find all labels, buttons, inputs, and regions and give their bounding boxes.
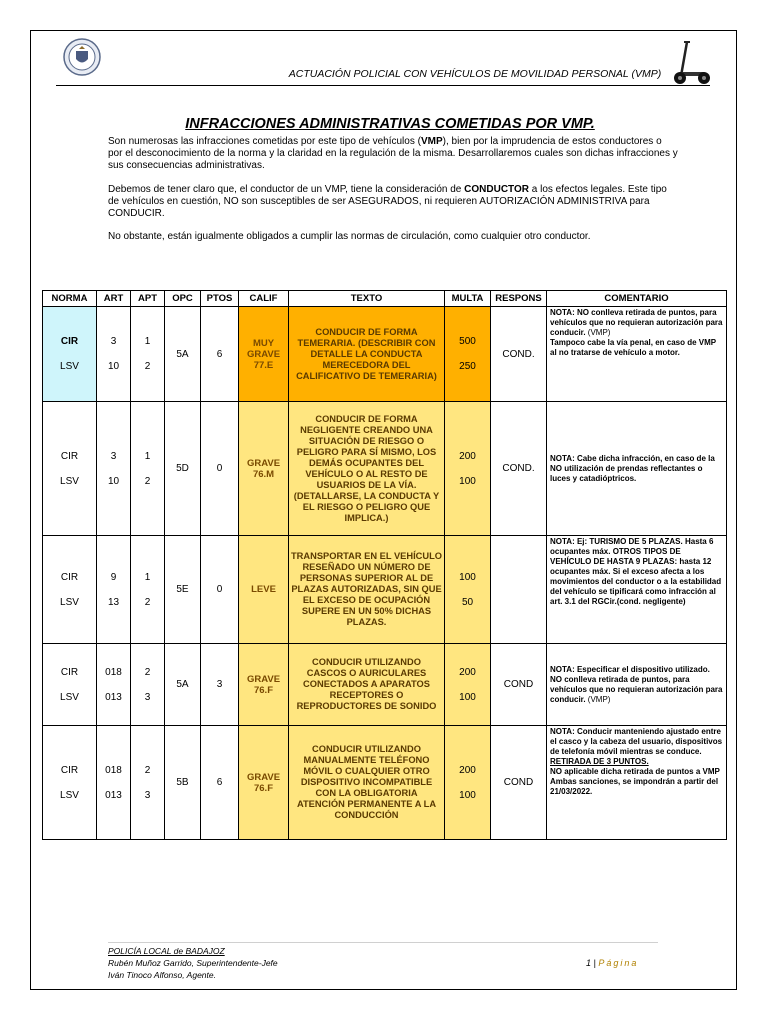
intro-paragraph-3: No obstante, están igualmente obligados a cumplir las normas de circulación, como cualquier otro conductor. (108, 231, 591, 243)
table-row (43, 644, 727, 726)
multa-cell: 200 100 (445, 402, 491, 536)
footer-divider (108, 942, 658, 943)
apt-cell: 2 3 (131, 726, 165, 840)
comentario-cell: NOTA: Cabe dicha infracción, en caso de la NO utilización de prendas reflectantes o luces y catadióptricos. (547, 402, 727, 536)
comentario-cell: NOTA: NO conlleva retirada de puntos, para vehículos que no requieran autorización para conducir. (VMP) Tampoco cabe la vía penal, en caso de VMP al no tratarse de vehículo a motor. (547, 307, 727, 402)
header-multa: MULTA (445, 291, 491, 307)
ptos-cell: 0 (201, 536, 239, 644)
header-art: ART (97, 291, 131, 307)
art-cell: 3 10 (97, 307, 131, 402)
texto-cell: CONDUCIR DE FORMA TEMERARIA. (DESCRIBIR CON DETALLE LA CONDUCTA MERECEDORA DEL CALIFICATIVO DE TEMERARIA) (289, 307, 445, 402)
art-cell: 018 013 (97, 644, 131, 726)
footer-author-2: Iván Tinoco Alfonso, Agente. (108, 970, 216, 980)
calif-cell: GRAVE 76.F (239, 726, 289, 840)
art-cell: 9 13 (97, 536, 131, 644)
ptos-cell: 3 (201, 644, 239, 726)
header-opc: OPC (165, 291, 201, 307)
opc-cell: 5D (165, 402, 201, 536)
norma-cell: CIR LSV (43, 726, 97, 840)
police-seal-icon (62, 37, 102, 77)
header-title: ACTUACIÓN POLICIAL CON VEHÍCULOS DE MOVILIDAD PERSONAL (VMP) (288, 68, 662, 80)
apt-cell: 1 2 (131, 307, 165, 402)
texto-cell: TRANSPORTAR EN EL VEHÍCULO RESEÑADO UN NÚMERO DE PERSONAS SUPERIOR AL DE PLAZAS AUTORIZADAS, SIN QUE EL EXCESO DE OCUPACIÓN SUPERE EN UN 50% DICHAS PLAZAS. (289, 536, 445, 644)
multa-cell: 100 50 (445, 536, 491, 644)
header-divider (56, 85, 710, 86)
document-title: INFRACCIONES ADMINISTRATIVAS COMETIDAS POR VMP. (185, 116, 595, 132)
calif-cell: LEVE (239, 536, 289, 644)
header-texto: TEXTO (289, 291, 445, 307)
header-comentario: COMENTARIO (547, 291, 727, 307)
norma-cell: CIR LSV (43, 307, 97, 402)
opc-cell: 5A (165, 644, 201, 726)
art-cell: 018 013 (97, 726, 131, 840)
norma-cell: CIR LSV (43, 536, 97, 644)
ptos-cell: 6 (201, 307, 239, 402)
calif-cell: MUY GRAVE 77.E (239, 307, 289, 402)
texto-cell: CONDUCIR UTILIZANDO CASCOS O AURICULARES CONECTADOS A APARATOS RECEPTORES O REPRODUCTORES DE SONIDO (289, 644, 445, 726)
scooter-icon (670, 38, 712, 86)
apt-cell: 1 2 (131, 536, 165, 644)
header-respons: RESPONS (491, 291, 547, 307)
header-calif: CALIF (239, 291, 289, 307)
ptos-cell: 0 (201, 402, 239, 536)
ptos-cell: 6 (201, 726, 239, 840)
respons-cell: COND. (491, 307, 547, 402)
table-row (43, 536, 727, 644)
header-ptos: PTOS (201, 291, 239, 307)
header-apt: APT (131, 291, 165, 307)
infractions-table (42, 290, 727, 840)
apt-cell: 1 2 (131, 402, 165, 536)
footer-author-1: Rubén Muñoz Garrido, Superintendente-Jefe (108, 958, 278, 968)
table-header-row (43, 291, 727, 307)
intro-paragraph-1: Son numerosas las infracciones cometidas por este tipo de vehículos (VMP), bien por la imprudencia de estos conductores o por el desconocimiento de la norma y la claridad en la regulación de la misma. Desarrollaremos cuales son dichas infracciones y sus consecuencias administrativas. (108, 136, 678, 172)
respons-cell: COND (491, 644, 547, 726)
comentario-cell: NOTA: Conducir manteniendo ajustado entre el casco y la cabeza del usuario, dispositivos de telefonía móvil mientras se conduce. RETIRADA DE 3 PUNTOS. NO aplicable dicha retirada de puntos a VMP Ambas sanciones, se impondrán a partir del 21/03/2022. (547, 726, 727, 840)
multa-cell: 200 100 (445, 726, 491, 840)
table-row (43, 726, 727, 840)
texto-cell: CONDUCIR DE FORMA NEGLIGENTE CREANDO UNA SITUACIÓN DE RIESGO O PELIGRO PARA SÍ MISMO, LOS DEMÁS OCUPANTES DEL VEHÍCULO O AL RESTO DE USUARIOS DE LA VÍA. (DETALLARSE, LA CONDUCTA Y EL RIESGO O PELIGRO QUE IMPLICA.) (289, 402, 445, 536)
opc-cell: 5E (165, 536, 201, 644)
art-cell: 3 10 (97, 402, 131, 536)
table-row (43, 307, 727, 402)
header-norma: NORMA (43, 291, 97, 307)
footer-organization: POLICÍA LOCAL de BADAJOZ (108, 946, 225, 956)
multa-cell: 200 100 (445, 644, 491, 726)
texto-cell: CONDUCIR UTILIZANDO MANUALMENTE TELÉFONO MÓVIL O CUALQUIER OTRO DISPOSITIVO INCOMPATIBLE CON LA OBLIGATORIA ATENCIÓN PERMANENTE A LA CONDUCCIÓN (289, 726, 445, 840)
comentario-cell: NOTA: Especificar el dispositivo utilizado. NO conlleva retirada de puntos, para vehículos que no requieran autorización para conducir. (VMP) (547, 644, 727, 726)
opc-cell: 5A (165, 307, 201, 402)
calif-cell: GRAVE 76.M (239, 402, 289, 536)
table-row (43, 402, 727, 536)
calif-cell: GRAVE 76.F (239, 644, 289, 726)
intro-text (108, 136, 678, 254)
norma-cell: CIR LSV (43, 402, 97, 536)
opc-cell: 5B (165, 726, 201, 840)
apt-cell: 2 3 (131, 644, 165, 726)
respons-cell (491, 536, 547, 644)
page-number: 1 | Página (586, 958, 639, 968)
multa-cell: 500 250 (445, 307, 491, 402)
intro-paragraph-2: Debemos de tener claro que, el conductor de un VMP, tiene la consideración de CONDUCTOR a los efectos legales. Este tipo de vehículos en cuestión, NO son susceptibles de ser ASEGURADOS, ni requieren AUTORIZACIÓN ADMINISTRIVA para CONDUCIR. (108, 183, 667, 220)
respons-cell: COND. (491, 402, 547, 536)
respons-cell: COND (491, 726, 547, 840)
comentario-cell: NOTA: Ej: TURISMO DE 5 PLAZAS. Hasta 6 ocupantes máx. OTROS TIPOS DE VEHÍCULO DE HASTA 9 PLAZAS: hasta 12 ocupantes máx. Si el exceso afecta a los movimientos del conductor o a la estabilidad del vehículo se tipificará como infracción al art. 3.1 del RGCir.(cond. negligente) (547, 536, 727, 644)
norma-cell: CIR LSV (43, 644, 97, 726)
